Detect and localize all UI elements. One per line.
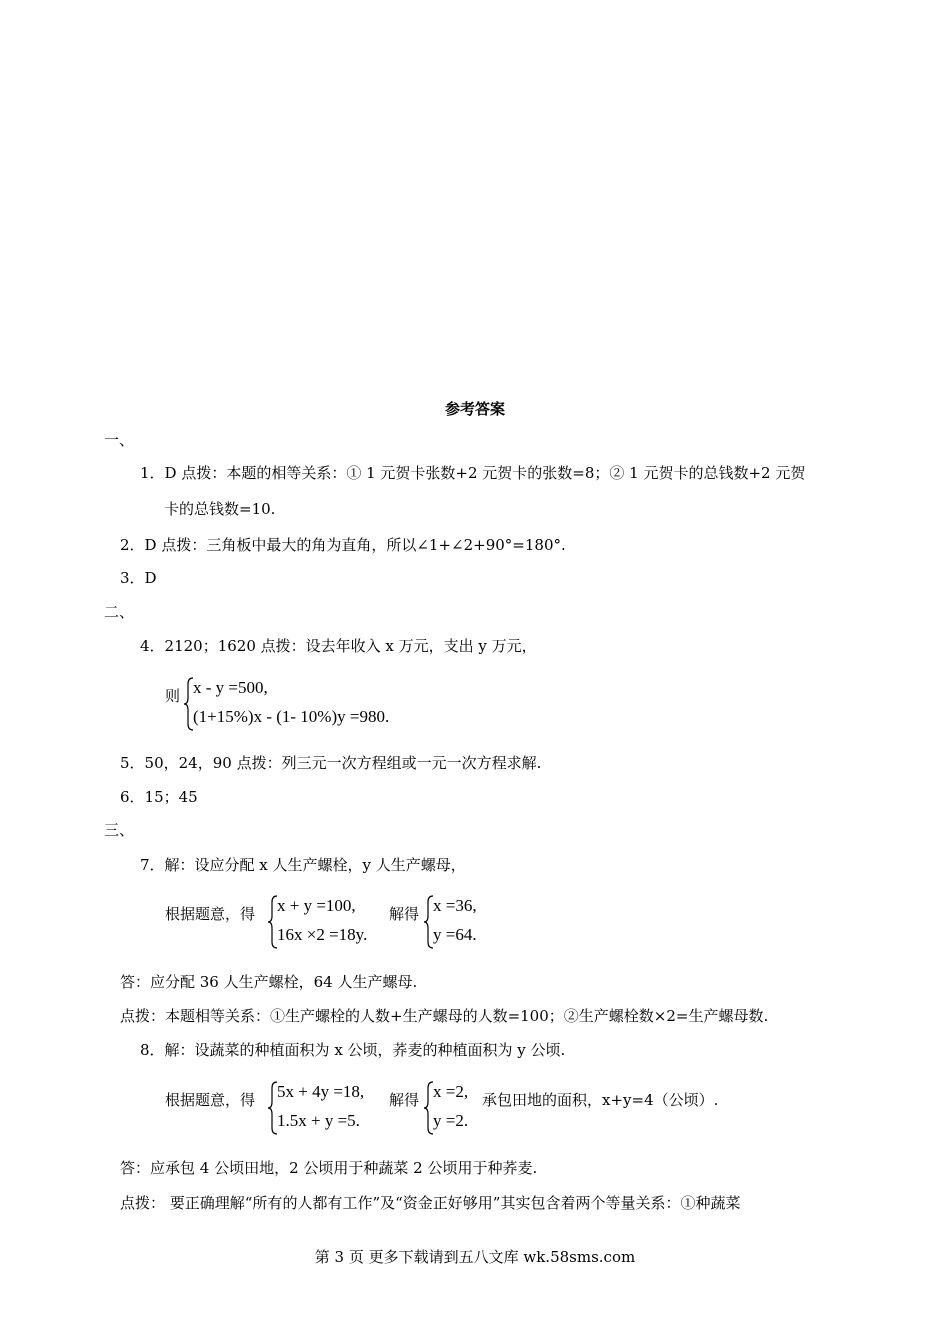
answer-8-area: 承包田地的面积，x+y=4（公顷）.	[482, 1091, 719, 1109]
equation-7-1: x + y =100,	[277, 896, 356, 915]
answer-5: 5．50，24，90 点拨：列三元一次方程组或一元一次方程求解.	[120, 754, 542, 772]
answer-1-line-2: 卡的总钱数=10.	[164, 500, 276, 518]
solution-8-2: y =2.	[433, 1111, 469, 1130]
answer-7: 7．解：设应分配 x 人生产螺栓，y 人生产螺母，	[140, 856, 466, 874]
solution-7-1: x =36,	[433, 896, 477, 915]
answer-8: 8．解：设蔬菜的种植面积为 x 公顷，荞麦的种植面积为 y 公顷.	[140, 1041, 566, 1059]
answer-2: 2．D 点拨：三角板中最大的角为直角，所以∠1+∠2+90°=180°.	[120, 536, 566, 554]
equation-system-8	[267, 1080, 387, 1136]
section-heading-2: 二、	[104, 603, 135, 621]
solution-7-2: y =64.	[433, 925, 477, 944]
answer-1-line-1: 1．D 点拨：本题的相等关系：① 1 元贺卡张数+2 元贺卡的张数=8；② 1 元贺卡的总钱数+2 元贺	[140, 464, 806, 482]
solution-system-7	[423, 894, 513, 950]
answer-7-prefix: 根据题意，得	[165, 905, 256, 923]
answer-3: 3．D	[120, 569, 157, 587]
solution-8-1: x =2,	[433, 1082, 469, 1101]
page-title: 参考答案	[444, 400, 505, 418]
answer-8-prefix: 根据题意，得	[165, 1091, 256, 1109]
equation-8-2: 1.5x + y =5.	[277, 1111, 360, 1130]
answer-4: 4．2120；1620 点拨：设去年收入 x 万元，支出 y 万元，	[140, 637, 537, 655]
answer-4-prefix: 则	[165, 687, 181, 705]
section-heading-1: 一、	[104, 431, 135, 449]
answer-8-conclusion: 答：应承包 4 公顷田地，2 公顷用于种蔬菜 2 公顷用于种荞麦.	[120, 1159, 538, 1177]
answer-8-hint: 点拨： 要正确理解“所有的人都有工作”及“资金正好够用”其实包含着两个等量关系：①种蔬菜	[120, 1194, 741, 1212]
solve-label-8: 解得	[389, 1091, 420, 1109]
solution-system-8	[423, 1080, 483, 1136]
equation-4-1: x - y =500,	[193, 678, 268, 697]
answer-7-conclusion: 答：应分配 36 人生产螺栓，64 人生产螺母.	[120, 973, 418, 991]
page-footer: 第 3 页 更多下载请到五八文库 wk.58sms.com	[314, 1248, 636, 1266]
equation-system-7	[267, 894, 387, 950]
equation-4-2: (1+15%)x - (1- 10%)y =980.	[193, 707, 390, 726]
equation-8-1: 5x + 4y =18,	[277, 1082, 365, 1101]
equation-system-4	[183, 676, 443, 732]
section-heading-3: 三、	[104, 821, 135, 839]
solve-label-7: 解得	[389, 905, 420, 923]
answer-6: 6．15；45	[120, 788, 198, 806]
equation-7-2: 16x ×2 =18y.	[277, 925, 368, 944]
answer-7-hint: 点拨：本题相等关系：①生产螺栓的人数+生产螺母的人数=100；②生产螺栓数×2=生产螺母数.	[120, 1007, 769, 1025]
